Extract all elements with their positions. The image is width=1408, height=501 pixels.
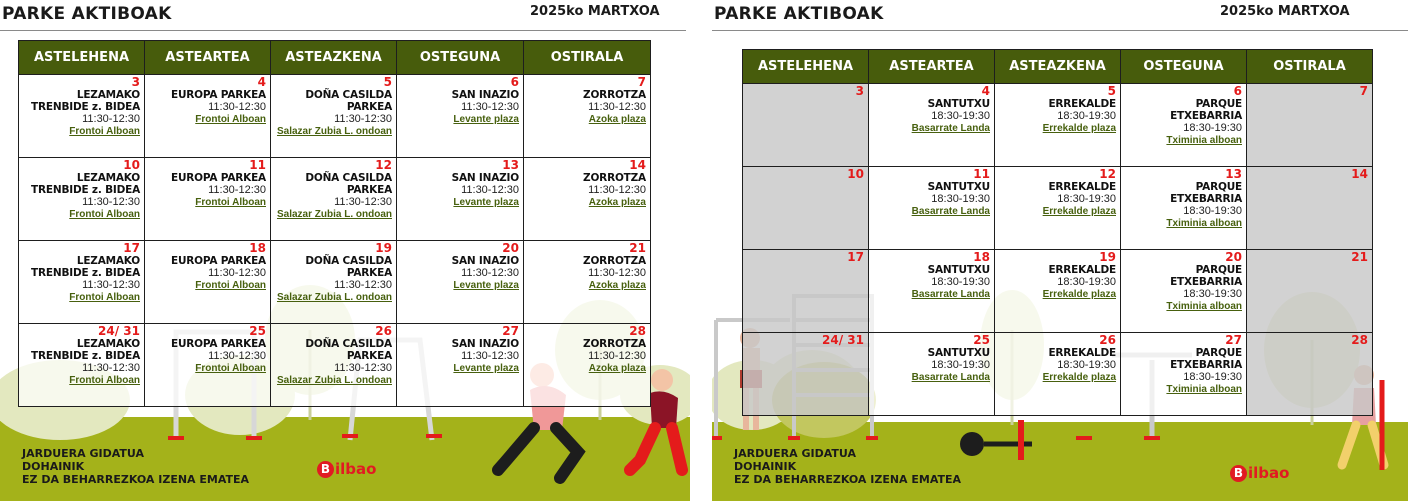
day-number: 24/ 31 <box>822 333 864 347</box>
day-cell <box>869 167 995 250</box>
schedule-table <box>18 40 651 407</box>
empty-day-cell <box>743 250 869 333</box>
day-number: 18 <box>973 250 990 264</box>
park-name: ZORROTZA <box>583 89 646 101</box>
week-row <box>743 333 1373 416</box>
meeting-point: Basarrate Landa <box>911 206 990 217</box>
meeting-point: Salazar Zubia L. ondoan <box>276 292 392 303</box>
session-time: 11:30-12:30 <box>461 267 519 279</box>
session-time: 11:30-12:30 <box>334 113 392 125</box>
day-cell <box>524 324 651 407</box>
day-number: 12 <box>1099 167 1116 181</box>
session-time: 18:30-19:30 <box>1183 288 1242 300</box>
day-number: 7 <box>1359 84 1368 98</box>
meeting-point: Azoka plaza <box>588 114 646 125</box>
note-line: DOHAINIK <box>22 460 85 473</box>
meeting-point: Levante plaza <box>453 114 519 125</box>
meeting-point: Errekalde plaza <box>1042 289 1116 300</box>
park-name: DOÑA CASILDA PARKEA <box>305 89 392 113</box>
park-name: SAN INAZIO <box>451 338 519 350</box>
day-number: 18 <box>249 241 266 255</box>
session-time: 11:30-12:30 <box>208 267 266 279</box>
park-name: PARQUE ETXEBARRIA <box>1170 98 1242 122</box>
day-cell <box>995 250 1121 333</box>
empty-day-cell <box>1247 167 1373 250</box>
park-name: PARQUE ETXEBARRIA <box>1170 181 1242 205</box>
meeting-point: Salazar Zubia L. ondoan <box>276 126 392 137</box>
meeting-point: Frontoi Alboan <box>69 209 140 220</box>
day-cell <box>19 324 145 407</box>
meeting-point: Tximinia alboan <box>1166 218 1242 229</box>
day-cell <box>145 158 271 241</box>
panel-date: 2025ko MARTXOA <box>530 4 660 19</box>
meeting-point: Levante plaza <box>453 197 519 208</box>
empty-day-cell <box>1247 84 1373 167</box>
day-cell <box>271 241 397 324</box>
session-time: 11:30-12:30 <box>208 101 266 113</box>
week-row <box>743 250 1373 333</box>
park-name: ERREKALDE <box>1048 347 1116 359</box>
day-cell <box>397 75 524 158</box>
day-number: 19 <box>1099 250 1116 264</box>
day-cell <box>995 333 1121 416</box>
session-time: 18:30-19:30 <box>1183 122 1242 134</box>
day-cell <box>1121 167 1247 250</box>
day-number: 5 <box>1107 84 1116 98</box>
logo-text: ilbao <box>335 460 377 478</box>
session-time: 11:30-12:30 <box>82 362 140 374</box>
session-time: 18:30-19:30 <box>1057 193 1116 205</box>
meeting-point: Levante plaza <box>453 363 519 374</box>
park-name: LEZAMAKO TRENBIDE z. BIDEA <box>31 172 140 196</box>
meeting-point: Azoka plaza <box>588 280 646 291</box>
meeting-point: Tximinia alboan <box>1166 301 1242 312</box>
park-name: ZORROTZA <box>583 172 646 184</box>
day-number: 21 <box>629 241 646 255</box>
day-cell <box>869 333 995 416</box>
park-name: ERREKALDE <box>1048 181 1116 193</box>
weekday-header-row <box>743 50 1373 84</box>
meeting-point: Levante plaza <box>453 280 519 291</box>
calendar-panel-left <box>0 0 690 501</box>
empty-day-cell <box>1247 250 1373 333</box>
session-time: 11:30-12:30 <box>208 184 266 196</box>
meeting-point: Frontoi Alboan <box>69 292 140 303</box>
meeting-point: Frontoi Alboan <box>195 280 266 291</box>
meeting-point: Azoka plaza <box>588 197 646 208</box>
note-line: EZ DA BEHARREZKOA IZENA EMATEA <box>734 473 962 486</box>
day-cell <box>869 250 995 333</box>
day-number: 12 <box>375 158 392 172</box>
day-cell <box>397 158 524 241</box>
session-time: 11:30-12:30 <box>82 279 140 291</box>
session-time: 11:30-12:30 <box>461 350 519 362</box>
day-number: 24/ 31 <box>98 324 140 338</box>
session-time: 11:30-12:30 <box>461 184 519 196</box>
day-number: 11 <box>973 167 990 181</box>
park-name: PARQUE ETXEBARRIA <box>1170 264 1242 288</box>
park-name: PARQUE ETXEBARRIA <box>1170 347 1242 371</box>
empty-day-cell <box>1247 333 1373 416</box>
weekday-header: ASTEARTEA <box>145 41 271 75</box>
day-number: 27 <box>502 324 519 338</box>
session-time: 11:30-12:30 <box>588 184 646 196</box>
day-number: 3 <box>855 84 864 98</box>
park-name: EUROPA PARKEA <box>170 172 266 184</box>
park-name: SAN INAZIO <box>451 255 519 267</box>
day-cell <box>19 75 145 158</box>
day-number: 20 <box>1225 250 1242 264</box>
logo-text: ilbao <box>1248 464 1290 482</box>
day-cell <box>524 158 651 241</box>
park-name: LEZAMAKO TRENBIDE z. BIDEA <box>31 255 140 279</box>
day-number: 10 <box>123 158 140 172</box>
weekday-header: OSTEGUNA <box>397 41 524 75</box>
day-number: 20 <box>502 241 519 255</box>
session-time: 18:30-19:30 <box>931 110 990 122</box>
note-line: DOHAINIK <box>734 460 797 473</box>
day-number: 26 <box>375 324 392 338</box>
calendar-panel-right <box>712 0 1408 501</box>
day-number: 3 <box>131 75 140 89</box>
day-cell <box>995 167 1121 250</box>
session-time: 11:30-12:30 <box>334 362 392 374</box>
note-line: EZ DA BEHARREZKOA IZENA EMATEA <box>22 473 250 486</box>
week-row <box>19 75 651 158</box>
day-cell <box>271 324 397 407</box>
weekday-header: ASTEAZKENA <box>271 41 397 75</box>
meeting-point: Basarrate Landa <box>911 289 990 300</box>
week-row <box>19 158 651 241</box>
session-time: 11:30-12:30 <box>208 350 266 362</box>
meeting-point: Basarrate Landa <box>911 372 990 383</box>
weight-machine <box>960 420 1032 460</box>
empty-day-cell <box>743 333 869 416</box>
empty-day-cell <box>743 167 869 250</box>
meeting-point: Frontoi Alboan <box>195 197 266 208</box>
day-number: 10 <box>847 167 864 181</box>
park-name: ZORROTZA <box>583 255 646 267</box>
day-number: 25 <box>973 333 990 347</box>
park-name: DOÑA CASILDA PARKEA <box>305 255 392 279</box>
session-time: 18:30-19:30 <box>1183 371 1242 383</box>
park-name: LEZAMAKO TRENBIDE z. BIDEA <box>31 338 140 362</box>
logo-initial: B <box>317 461 334 478</box>
day-number: 6 <box>1233 84 1242 98</box>
day-number: 6 <box>510 75 519 89</box>
day-number: 13 <box>502 158 519 172</box>
weekday-header: ASTELEHENA <box>743 50 869 84</box>
session-time: 18:30-19:30 <box>931 276 990 288</box>
day-cell <box>397 241 524 324</box>
park-name: EUROPA PARKEA <box>170 89 266 101</box>
park-name: EUROPA PARKEA <box>170 255 266 267</box>
session-time: 11:30-12:30 <box>82 196 140 208</box>
week-row <box>743 84 1373 167</box>
weekday-header: OSTIRALA <box>524 41 651 75</box>
week-row <box>743 167 1373 250</box>
day-cell <box>145 324 271 407</box>
day-number: 5 <box>383 75 392 89</box>
day-number: 13 <box>1225 167 1242 181</box>
weekday-header: ASTELEHENA <box>19 41 145 75</box>
park-name: DOÑA CASILDA PARKEA <box>305 338 392 362</box>
activity-note <box>22 447 249 486</box>
session-time: 11:30-12:30 <box>461 101 519 113</box>
day-cell <box>524 241 651 324</box>
session-time: 11:30-12:30 <box>334 279 392 291</box>
day-number: 17 <box>847 250 864 264</box>
day-number: 26 <box>1099 333 1116 347</box>
meeting-point: Basarrate Landa <box>911 123 990 134</box>
day-cell <box>271 75 397 158</box>
day-cell <box>524 75 651 158</box>
park-name: SAN INAZIO <box>451 172 519 184</box>
session-time: 11:30-12:30 <box>588 267 646 279</box>
session-time: 18:30-19:30 <box>931 359 990 371</box>
day-cell <box>19 241 145 324</box>
meeting-point: Errekalde plaza <box>1042 372 1116 383</box>
park-name: EUROPA PARKEA <box>170 338 266 350</box>
day-number: 21 <box>1351 250 1368 264</box>
day-cell <box>1121 333 1247 416</box>
meeting-point: Errekalde plaza <box>1042 206 1116 217</box>
day-cell <box>1121 250 1247 333</box>
day-cell <box>1121 84 1247 167</box>
day-cell <box>271 158 397 241</box>
park-name: SANTUTXU <box>927 98 990 110</box>
week-row <box>19 241 651 324</box>
park-name: DOÑA CASILDA PARKEA <box>305 172 392 196</box>
day-number: 11 <box>249 158 266 172</box>
park-name: ZORROTZA <box>583 338 646 350</box>
day-number: 4 <box>257 75 266 89</box>
weekday-header: ASTEARTEA <box>869 50 995 84</box>
day-cell <box>995 84 1121 167</box>
weekday-header: OSTIRALA <box>1247 50 1373 84</box>
logo-initial: B <box>1230 465 1247 482</box>
day-number: 14 <box>1351 167 1368 181</box>
park-name: SAN INAZIO <box>451 89 519 101</box>
meeting-point: Frontoi Alboan <box>195 114 266 125</box>
day-number: 25 <box>249 324 266 338</box>
day-number: 4 <box>981 84 990 98</box>
meeting-point: Tximinia alboan <box>1166 135 1242 146</box>
park-name: ERREKALDE <box>1048 98 1116 110</box>
meeting-point: Salazar Zubia L. ondoan <box>276 209 392 220</box>
meeting-point: Frontoi Alboan <box>69 375 140 386</box>
day-number: 14 <box>629 158 646 172</box>
day-cell <box>397 324 524 407</box>
weekday-header-row <box>19 41 651 75</box>
park-name: SANTUTXU <box>927 181 990 193</box>
weekday-header: ASTEAZKENA <box>995 50 1121 84</box>
weekday-header: OSTEGUNA <box>1121 50 1247 84</box>
day-number: 28 <box>629 324 646 338</box>
park-name: SANTUTXU <box>927 264 990 276</box>
day-cell <box>145 75 271 158</box>
day-number: 27 <box>1225 333 1242 347</box>
park-name: ERREKALDE <box>1048 264 1116 276</box>
meeting-point: Salazar Zubia L. ondoan <box>276 375 392 386</box>
session-time: 18:30-19:30 <box>1057 359 1116 371</box>
meeting-point: Frontoi Alboan <box>69 126 140 137</box>
note-line: JARDUERA GIDATUA <box>734 447 856 460</box>
day-number: 19 <box>375 241 392 255</box>
day-cell <box>145 241 271 324</box>
session-time: 18:30-19:30 <box>1057 110 1116 122</box>
panel-title: PARKE AKTIBOAK <box>2 4 172 24</box>
note-line: JARDUERA GIDATUA <box>22 447 144 460</box>
day-number: 28 <box>1351 333 1368 347</box>
day-number: 17 <box>123 241 140 255</box>
activity-note <box>734 447 961 486</box>
panel-title: PARKE AKTIBOAK <box>714 4 884 24</box>
panel-date: 2025ko MARTXOA <box>1220 4 1350 19</box>
day-number: 7 <box>637 75 646 89</box>
session-time: 18:30-19:30 <box>1057 276 1116 288</box>
empty-day-cell <box>743 84 869 167</box>
meeting-point: Frontoi Alboan <box>195 363 266 374</box>
park-name: LEZAMAKO TRENBIDE z. BIDEA <box>31 89 140 113</box>
park-name: SANTUTXU <box>927 347 990 359</box>
bilbao-logo <box>1230 464 1289 482</box>
meeting-point: Errekalde plaza <box>1042 123 1116 134</box>
meeting-point: Azoka plaza <box>588 363 646 374</box>
schedule-table <box>742 49 1373 416</box>
bar-feet <box>168 434 442 440</box>
week-row <box>19 324 651 407</box>
session-time: 18:30-19:30 <box>931 193 990 205</box>
session-time: 11:30-12:30 <box>588 101 646 113</box>
session-time: 11:30-12:30 <box>588 350 646 362</box>
session-time: 11:30-12:30 <box>334 196 392 208</box>
bilbao-logo <box>317 460 376 478</box>
day-cell <box>869 84 995 167</box>
session-time: 18:30-19:30 <box>1183 205 1242 217</box>
session-time: 11:30-12:30 <box>82 113 140 125</box>
meeting-point: Tximinia alboan <box>1166 384 1242 395</box>
bar-feet <box>712 436 1160 440</box>
day-cell <box>19 158 145 241</box>
